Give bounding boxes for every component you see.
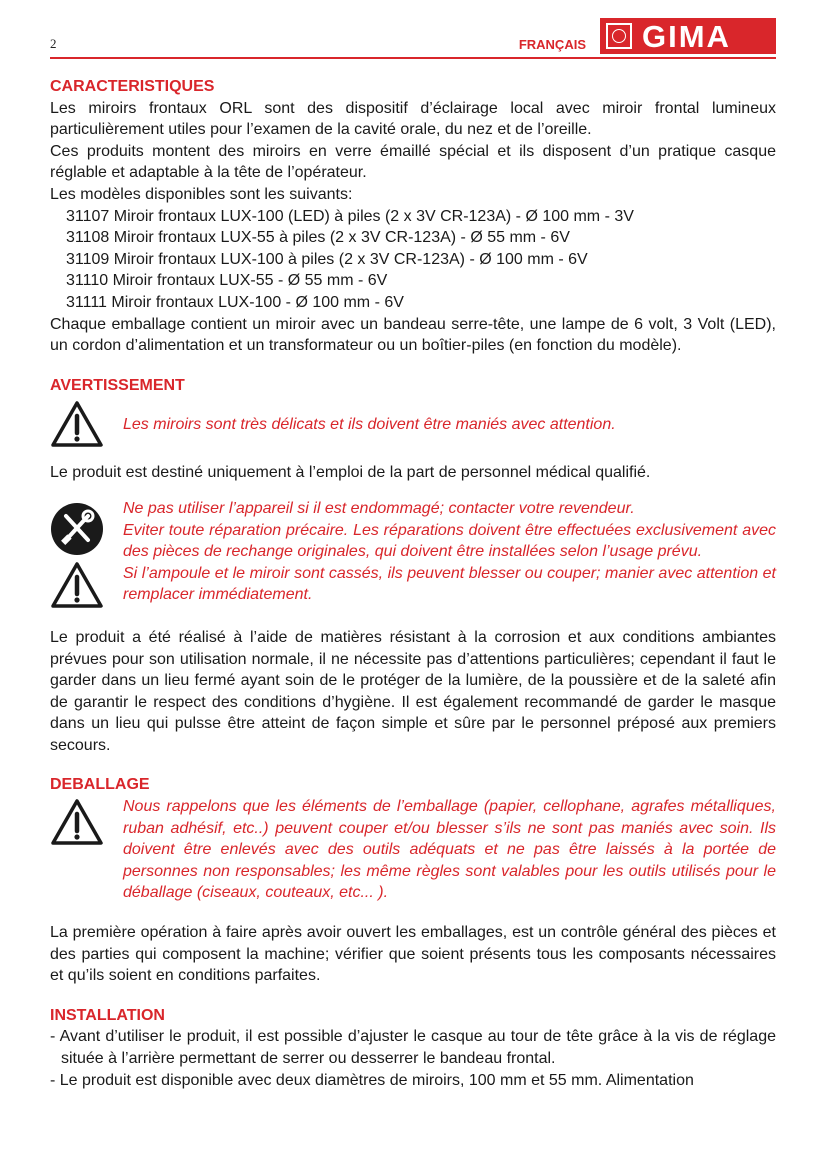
paragraph: Les modèles disponibles sont les suivants:	[50, 185, 353, 203]
paragraph: La première opération à faire après avoir ouvert les emballages, est un contrôle général des pièces et des parties qui composent la machine; vérifier que soient présents tous les composants nécessaires et qu’ils soient en conditions parfaites.	[50, 924, 776, 985]
list-item: - Avant d’utiliser le produit, il est possible d’ajuster le casque au tour de tête grâce à la vis de réglage située à l’arrière permettant de serrer ou desserrer le bandeau frontal.	[50, 1028, 776, 1067]
header-divider	[50, 57, 776, 59]
list-item: 31109 Miroir frontaux LUX-100 à piles (2 x 3V CR-123A) - Ø 100 mm - 6V	[66, 250, 588, 268]
tools-icon	[50, 502, 104, 556]
warning-text: Les miroirs sont très délicats et ils doivent être maniés avec attention.	[123, 415, 616, 433]
paragraph: Les miroirs frontaux ORL sont des dispositif d’éclairage local avec miroir frontal lumineux particulièrement utiles pour l’examen de la cavité orale, du nez et de l’oreille.	[50, 99, 776, 139]
warning-triangle-icon	[50, 400, 104, 448]
list-item: - Le produit est disponible avec deux diamètres de miroirs, 100 mm et 55 mm. Alimentation	[50, 1071, 694, 1089]
language-label: FRANÇAIS	[518, 37, 586, 52]
gima-logo	[600, 18, 776, 54]
warning-triangle-icon	[50, 561, 104, 609]
paragraph: Le produit a été réalisé à l’aide de matières résistant à la corrosion et aux conditions ambiantes prévues pour son utilisation normale, il ne nécessite pas d’attentions particulières; cependant il faut le garder dans un lieu fermé ayant soin de le protéger de la lumière, de la poussière et de la saleté afin de garantir le respect des conditions d’hygiène. Il est également recommandé de garder le masque dans un lieu qui pulsse être atteint de façon simple et sûre par le personnel préposé aux premiers secours.	[50, 628, 776, 754]
paragraph: Ces produits montent des miroirs en verre émaillé spécial et ils disposent d’un pratique casque réglable et adaptable à la tête de l’opérateur.	[50, 142, 776, 182]
warning-triangle-icon	[50, 798, 104, 846]
warning-block	[50, 498, 776, 609]
page-header	[50, 16, 776, 58]
warning-line: Si l’ampoule et le miroir sont cassés, ils peuvent blesser ou couper; manier avec attention et remplacer immédiatement.	[123, 564, 776, 604]
page-number: 2	[50, 36, 57, 51]
section-title-caracteristiques: CARACTERISTIQUES	[50, 78, 215, 95]
list-item: 31107 Miroir frontaux LUX-100 (LED) à piles (2 x 3V CR-123A) - Ø 100 mm - 3V	[66, 207, 634, 225]
section-title-installation: INSTALLATION	[50, 1006, 165, 1024]
logo-emblem-icon	[606, 23, 632, 49]
list-item: 31110 Miroir frontaux LUX-55 - Ø 55 mm - 6V	[66, 272, 388, 290]
installation-list	[50, 1026, 776, 1091]
model-list	[50, 206, 776, 314]
warning-line: Ne pas utiliser l’appareil si il est endommagé; contacter votre revendeur.	[123, 499, 635, 517]
section-title-avertissement: AVERTISSEMENT	[50, 376, 185, 394]
warning-line: Eviter toute réparation précaire. Les réparations doivent être effectuées exclusivement avec des pièces de rechange originales, qui doivent être installées selon l’usage prévu.	[123, 521, 776, 561]
document-body	[50, 76, 776, 1091]
warning-block	[50, 400, 776, 448]
warning-text: Nous rappelons que les éléments de l’emballage (papier, cellophane, agrafes métalliques, ruban adhésif, etc..) peuvent couper et/ou blesser s’ils ne sont pas maniés avec soin. Ils doivent être enlevés avec des outils adéquats et ne pas être laissés à la portée de personnes non responsables; les même règles sont valables pour les outils utilisés pour le déballage (ciseaux, couteaux, etc... ).	[123, 798, 776, 902]
section-title-deballage: DEBALLAGE	[50, 776, 150, 794]
list-item: 31111 Miroir frontaux LUX-100 - Ø 100 mm - 6V	[66, 293, 404, 311]
paragraph: Le produit est destiné uniquement à l’emploi de la part de personnel médical qualifié.	[50, 464, 651, 482]
list-item: 31108 Miroir frontaux LUX-55 à piles (2 x 3V CR-123A) - Ø 55 mm - 6V	[66, 229, 570, 247]
warning-block	[50, 796, 776, 904]
logo-text: GIMA	[642, 19, 731, 54]
paragraph: Chaque emballage contient un miroir avec un bandeau serre-tête, une lampe de 6 volt, 3 Volt (LED), un cordon d’alimentation et un transformateur ou un boîtier-piles (en fonction du modèle).	[50, 315, 776, 355]
